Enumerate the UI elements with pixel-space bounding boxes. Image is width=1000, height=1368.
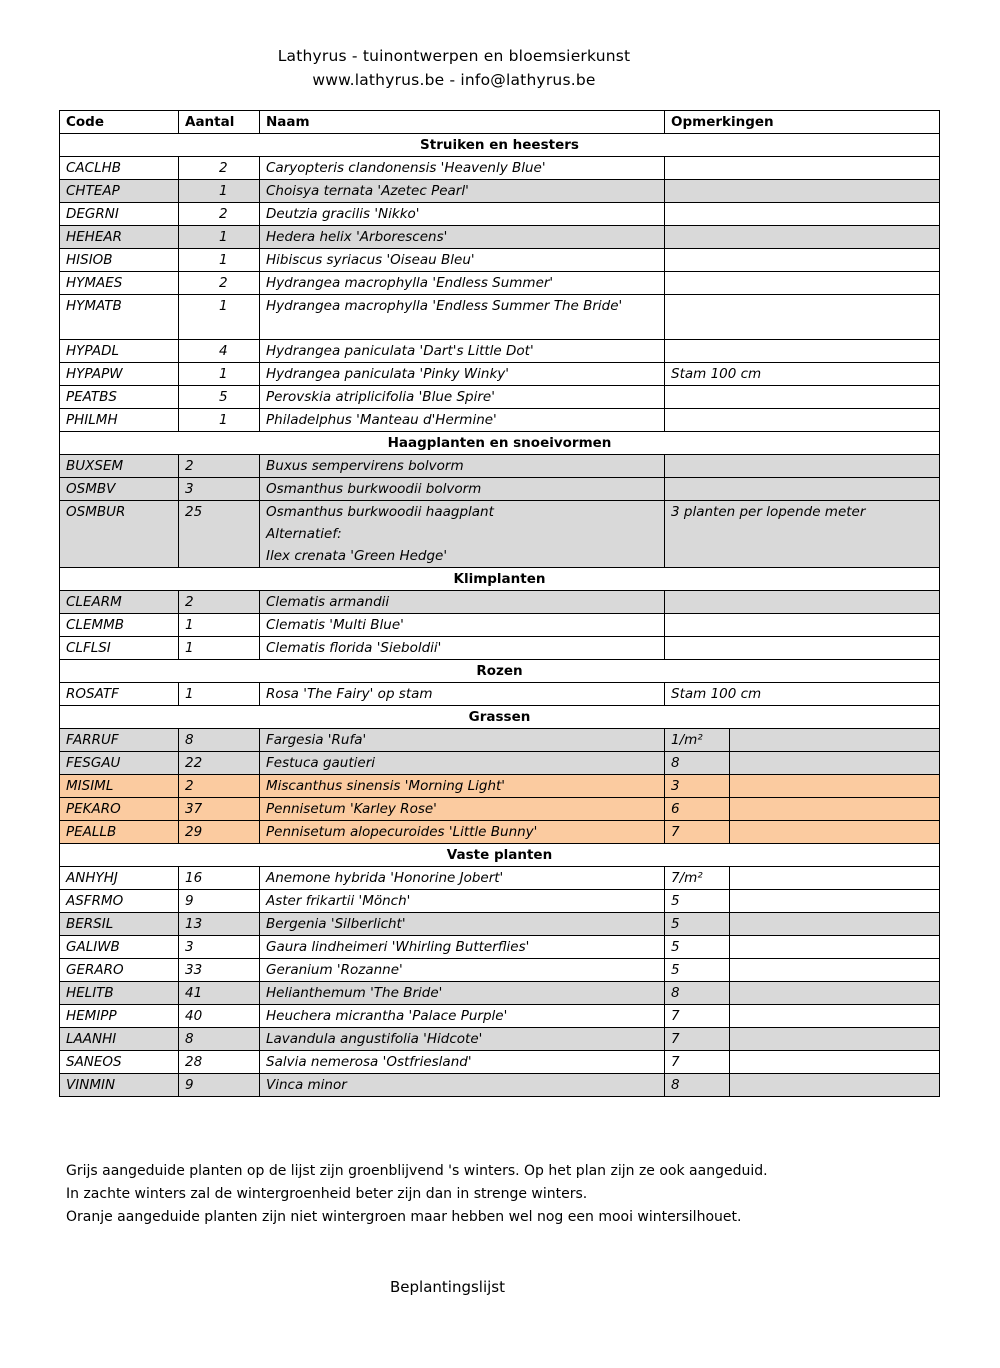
table-row: [60, 1028, 940, 1051]
cell-aantal: 1: [179, 637, 260, 660]
table-row: [60, 386, 940, 409]
cell-aantal: 13: [179, 913, 260, 936]
cell-code: CACLHB: [60, 157, 179, 180]
cell-aantal: 37: [179, 798, 260, 821]
cell-density: 7: [665, 1051, 730, 1073]
section-title: Rozen: [60, 660, 940, 683]
cell-density: 5: [665, 936, 730, 958]
column-header-code: Code: [60, 111, 179, 134]
cell-aantal: 22: [179, 752, 260, 775]
cell-opmerkingen: [665, 936, 940, 959]
table-row: [60, 409, 940, 432]
table-row: [60, 157, 940, 180]
cell-opmerkingen-extra: [730, 1005, 939, 1027]
cell-naam: Geranium 'Rozanne': [260, 959, 665, 982]
cell-opmerkingen-extra: [730, 752, 939, 774]
cell-aantal: 41: [179, 982, 260, 1005]
cell-code: HYPAPW: [60, 363, 179, 386]
table-row: [60, 798, 940, 821]
table-row: [60, 913, 940, 936]
legend-notes: [66, 1160, 946, 1229]
table-row: [60, 982, 940, 1005]
cell-naam: Hedera helix 'Arborescens': [260, 226, 665, 249]
table-row: [60, 226, 940, 249]
cell-opmerkingen: [665, 478, 940, 501]
cell-opmerkingen-extra: [730, 1051, 939, 1073]
table-row: [60, 729, 940, 752]
cell-density: 5: [665, 959, 730, 981]
table-row: [60, 867, 940, 890]
cell-code: SANEOS: [60, 1051, 179, 1074]
cell-naam-line: Alternatief:: [266, 526, 342, 542]
cell-opmerkingen: [665, 775, 940, 798]
cell-density: 8: [665, 752, 730, 774]
section-title: Haagplanten en snoeivormen: [60, 432, 940, 455]
cell-naam: Hydrangea macrophylla 'Endless Summer': [260, 272, 665, 295]
table-row: [60, 614, 940, 637]
cell-opmerkingen: [665, 272, 940, 295]
cell-opmerkingen: [665, 180, 940, 203]
cell-opmerkingen-extra: [730, 913, 939, 935]
cell-naam: Hydrangea macrophylla 'Endless Summer The Bride': [260, 295, 665, 340]
cell-naam: Rosa 'The Fairy' op stam: [260, 683, 665, 706]
cell-opmerkingen: [665, 295, 940, 340]
cell-opmerkingen: [665, 1028, 940, 1051]
cell-aantal: 1: [179, 295, 260, 340]
cell-naam: Hydrangea paniculata 'Dart's Little Dot': [260, 340, 665, 363]
cell-opmerkingen: [665, 913, 940, 936]
cell-naam: Clematis florida 'Sieboldii': [260, 637, 665, 660]
cell-aantal: 8: [179, 729, 260, 752]
section-title: Struiken en heesters: [60, 134, 940, 157]
cell-aantal: 40: [179, 1005, 260, 1028]
cell-code: CLEMMB: [60, 614, 179, 637]
cell-code: HEHEAR: [60, 226, 179, 249]
cell-opmerkingen: [665, 959, 940, 982]
table-row: [60, 637, 940, 660]
cell-naam: Fargesia 'Rufa': [260, 729, 665, 752]
cell-opmerkingen: [665, 455, 940, 478]
cell-aantal: 2: [179, 455, 260, 478]
table-row: [60, 775, 940, 798]
cell-opmerkingen-extra: [730, 1074, 939, 1096]
table-row: [60, 591, 940, 614]
table-row: [60, 959, 940, 982]
table-row: [60, 478, 940, 501]
cell-aantal: 2: [179, 157, 260, 180]
cell-opmerkingen: [665, 821, 940, 844]
cell-code: OSMBUR: [60, 501, 179, 568]
cell-opmerkingen: [665, 982, 940, 1005]
column-header-naam: Naam: [260, 111, 665, 134]
table-body: [60, 134, 940, 1097]
section-header-row: [60, 568, 940, 591]
cell-naam: Helianthemum 'The Bride': [260, 982, 665, 1005]
table-row: [60, 455, 940, 478]
cell-opmerkingen-extra: [730, 798, 939, 820]
cell-aantal: 3: [179, 478, 260, 501]
cell-naam: [260, 501, 665, 568]
cell-code: HISIOB: [60, 249, 179, 272]
cell-density: 5: [665, 913, 730, 935]
cell-code: MISIML: [60, 775, 179, 798]
cell-aantal: 2: [179, 775, 260, 798]
cell-code: HYMATB: [60, 295, 179, 340]
cell-code: ROSATF: [60, 683, 179, 706]
cell-opmerkingen-extra: [730, 890, 939, 912]
section-title: Klimplanten: [60, 568, 940, 591]
cell-code: HYMAES: [60, 272, 179, 295]
cell-code: LAANHI: [60, 1028, 179, 1051]
table-row: [60, 936, 940, 959]
cell-aantal: 28: [179, 1051, 260, 1074]
cell-aantal: 1: [179, 226, 260, 249]
cell-naam: Heuchera micrantha 'Palace Purple': [260, 1005, 665, 1028]
table-row: [60, 1005, 940, 1028]
cell-aantal: 1: [179, 409, 260, 432]
section-header-row: [60, 134, 940, 157]
header-contact: www.lathyrus.be - info@lathyrus.be: [312, 71, 596, 89]
cell-aantal: 8: [179, 1028, 260, 1051]
cell-naam: Festuca gautieri: [260, 752, 665, 775]
cell-aantal: 3: [179, 936, 260, 959]
cell-code: BUXSEM: [60, 455, 179, 478]
cell-aantal: 2: [179, 203, 260, 226]
cell-density: 8: [665, 1074, 730, 1096]
cell-opmerkingen-extra: [730, 936, 939, 958]
cell-code: PHILMH: [60, 409, 179, 432]
cell-code: OSMBV: [60, 478, 179, 501]
cell-opmerkingen: [665, 157, 940, 180]
table-row: [60, 249, 940, 272]
cell-opmerkingen: [665, 409, 940, 432]
cell-opmerkingen: [665, 729, 940, 752]
table-row: [60, 363, 940, 386]
table-row: [60, 890, 940, 913]
plant-table: [59, 110, 940, 1097]
cell-aantal: 2: [179, 272, 260, 295]
cell-density: 3: [665, 775, 730, 797]
cell-naam: Anemone hybrida 'Honorine Jobert': [260, 867, 665, 890]
legend-note-orange: Oranje aangeduide planten zijn niet wintergroen maar hebben wel nog een mooi wintersilhouet.: [66, 1209, 742, 1225]
section-header-row: [60, 432, 940, 455]
cell-density: 5: [665, 890, 730, 912]
section-title: Vaste planten: [60, 844, 940, 867]
cell-naam: Buxus sempervirens bolvorm: [260, 455, 665, 478]
document-header: [0, 44, 908, 92]
cell-code: CLEARM: [60, 591, 179, 614]
cell-aantal: 1: [179, 683, 260, 706]
page-label: Beplantingslijst: [390, 1278, 505, 1296]
cell-code: CHTEAP: [60, 180, 179, 203]
cell-naam: Vinca minor: [260, 1074, 665, 1097]
cell-opmerkingen: [665, 340, 940, 363]
cell-code: ASFRMO: [60, 890, 179, 913]
cell-aantal: 5: [179, 386, 260, 409]
cell-density: 7/m²: [665, 867, 730, 889]
section-header-row: [60, 706, 940, 729]
cell-opmerkingen-extra: [730, 982, 939, 1004]
cell-naam: Gaura lindheimeri 'Whirling Butterflies': [260, 936, 665, 959]
cell-aantal: 25: [179, 501, 260, 568]
cell-naam: Choisya ternata 'Azetec Pearl': [260, 180, 665, 203]
cell-code: VINMIN: [60, 1074, 179, 1097]
table-row: [60, 683, 940, 706]
cell-opmerkingen: [665, 867, 940, 890]
cell-code: PEKARO: [60, 798, 179, 821]
column-header-opmerkingen: Opmerkingen: [665, 111, 940, 134]
cell-naam: Pennisetum alopecuroides 'Little Bunny': [260, 821, 665, 844]
cell-naam: Salvia nemerosa 'Ostfriesland': [260, 1051, 665, 1074]
cell-code: ANHYHJ: [60, 867, 179, 890]
cell-opmerkingen: [665, 249, 940, 272]
cell-density: 7: [665, 1028, 730, 1050]
cell-density: 1/m²: [665, 729, 730, 751]
cell-naam: Philadelphus 'Manteau d'Hermine': [260, 409, 665, 432]
cell-density: 7: [665, 821, 730, 843]
cell-naam: Perovskia atriplicifolia 'Blue Spire': [260, 386, 665, 409]
cell-code: GALIWB: [60, 936, 179, 959]
cell-aantal: 1: [179, 363, 260, 386]
table-row: [60, 752, 940, 775]
table-header-row: [60, 111, 940, 134]
cell-opmerkingen-extra: [730, 959, 939, 981]
cell-aantal: 2: [179, 591, 260, 614]
cell-opmerkingen: [665, 591, 940, 614]
cell-naam-line: Ilex crenata 'Green Hedge': [266, 548, 448, 564]
cell-naam: Deutzia gracilis 'Nikko': [260, 203, 665, 226]
cell-naam: Clematis 'Multi Blue': [260, 614, 665, 637]
cell-naam: Hibiscus syriacus 'Oiseau Bleu': [260, 249, 665, 272]
table-row: [60, 180, 940, 203]
table-row: [60, 272, 940, 295]
cell-opmerkingen-extra: [730, 1028, 939, 1050]
cell-opmerkingen: Stam 100 cm: [665, 363, 940, 386]
cell-opmerkingen: [665, 226, 940, 249]
cell-aantal: 1: [179, 180, 260, 203]
cell-code: HELITB: [60, 982, 179, 1005]
cell-aantal: 9: [179, 890, 260, 913]
legend-note-grey: Grijs aangeduide planten op de lijst zijn groenblijvend 's winters. Op het plan zijn ze ook aangeduid.: [66, 1163, 768, 1179]
cell-aantal: 16: [179, 867, 260, 890]
cell-opmerkingen: [665, 1005, 940, 1028]
cell-code: GERARO: [60, 959, 179, 982]
table-row: [60, 501, 940, 568]
cell-opmerkingen: [665, 890, 940, 913]
cell-density: 7: [665, 1005, 730, 1027]
section-header-row: [60, 844, 940, 867]
table-row: [60, 1051, 940, 1074]
cell-code: PEALLB: [60, 821, 179, 844]
cell-opmerkingen: 3 planten per lopende meter: [665, 501, 940, 568]
cell-naam: Hydrangea paniculata 'Pinky Winky': [260, 363, 665, 386]
cell-code: PEATBS: [60, 386, 179, 409]
cell-code: FESGAU: [60, 752, 179, 775]
header-title: Lathyrus - tuinontwerpen en bloemsierkunst: [277, 47, 631, 65]
legend-note-winter: In zachte winters zal de wintergroenheid beter zijn dan in strenge winters.: [66, 1186, 588, 1202]
cell-density: 6: [665, 798, 730, 820]
cell-opmerkingen: [665, 637, 940, 660]
cell-code: FARRUF: [60, 729, 179, 752]
cell-code: HYPADL: [60, 340, 179, 363]
cell-naam: Miscanthus sinensis 'Morning Light': [260, 775, 665, 798]
cell-opmerkingen: [665, 1074, 940, 1097]
cell-naam: Osmanthus burkwoodii bolvorm: [260, 478, 665, 501]
table-row: [60, 295, 940, 340]
section-title: Grassen: [60, 706, 940, 729]
cell-code: HEMIPP: [60, 1005, 179, 1028]
plant-table-wrapper: [59, 110, 939, 1097]
cell-naam: Bergenia 'Silberlicht': [260, 913, 665, 936]
cell-naam: Caryopteris clandonensis 'Heavenly Blue': [260, 157, 665, 180]
cell-opmerkingen-extra: [730, 867, 939, 889]
cell-opmerkingen-extra: [730, 729, 939, 751]
cell-aantal: 1: [179, 249, 260, 272]
table-row: [60, 340, 940, 363]
cell-code: DEGRNI: [60, 203, 179, 226]
cell-naam-line: Osmanthus burkwoodii haagplant: [266, 504, 494, 520]
cell-density: 8: [665, 982, 730, 1004]
cell-aantal: 33: [179, 959, 260, 982]
cell-opmerkingen: [665, 752, 940, 775]
table-row: [60, 203, 940, 226]
cell-aantal: 4: [179, 340, 260, 363]
section-header-row: [60, 660, 940, 683]
cell-aantal: 1: [179, 614, 260, 637]
cell-naam: Aster frikartii 'Mönch': [260, 890, 665, 913]
cell-opmerkingen: [665, 798, 940, 821]
cell-code: BERSIL: [60, 913, 179, 936]
cell-aantal: 9: [179, 1074, 260, 1097]
cell-naam: Pennisetum 'Karley Rose': [260, 798, 665, 821]
column-header-aantal: Aantal: [179, 111, 260, 134]
cell-opmerkingen: [665, 614, 940, 637]
cell-code: CLFLSI: [60, 637, 179, 660]
cell-opmerkingen: [665, 203, 940, 226]
table-row: [60, 821, 940, 844]
table-row: [60, 1074, 940, 1097]
cell-opmerkingen: [665, 386, 940, 409]
cell-opmerkingen: [665, 1051, 940, 1074]
cell-naam: Lavandula angustifolia 'Hidcote': [260, 1028, 665, 1051]
cell-naam: Clematis armandii: [260, 591, 665, 614]
cell-opmerkingen-extra: [730, 821, 939, 843]
cell-aantal: 29: [179, 821, 260, 844]
cell-opmerkingen-extra: [730, 775, 939, 797]
cell-opmerkingen: Stam 100 cm: [665, 683, 940, 706]
